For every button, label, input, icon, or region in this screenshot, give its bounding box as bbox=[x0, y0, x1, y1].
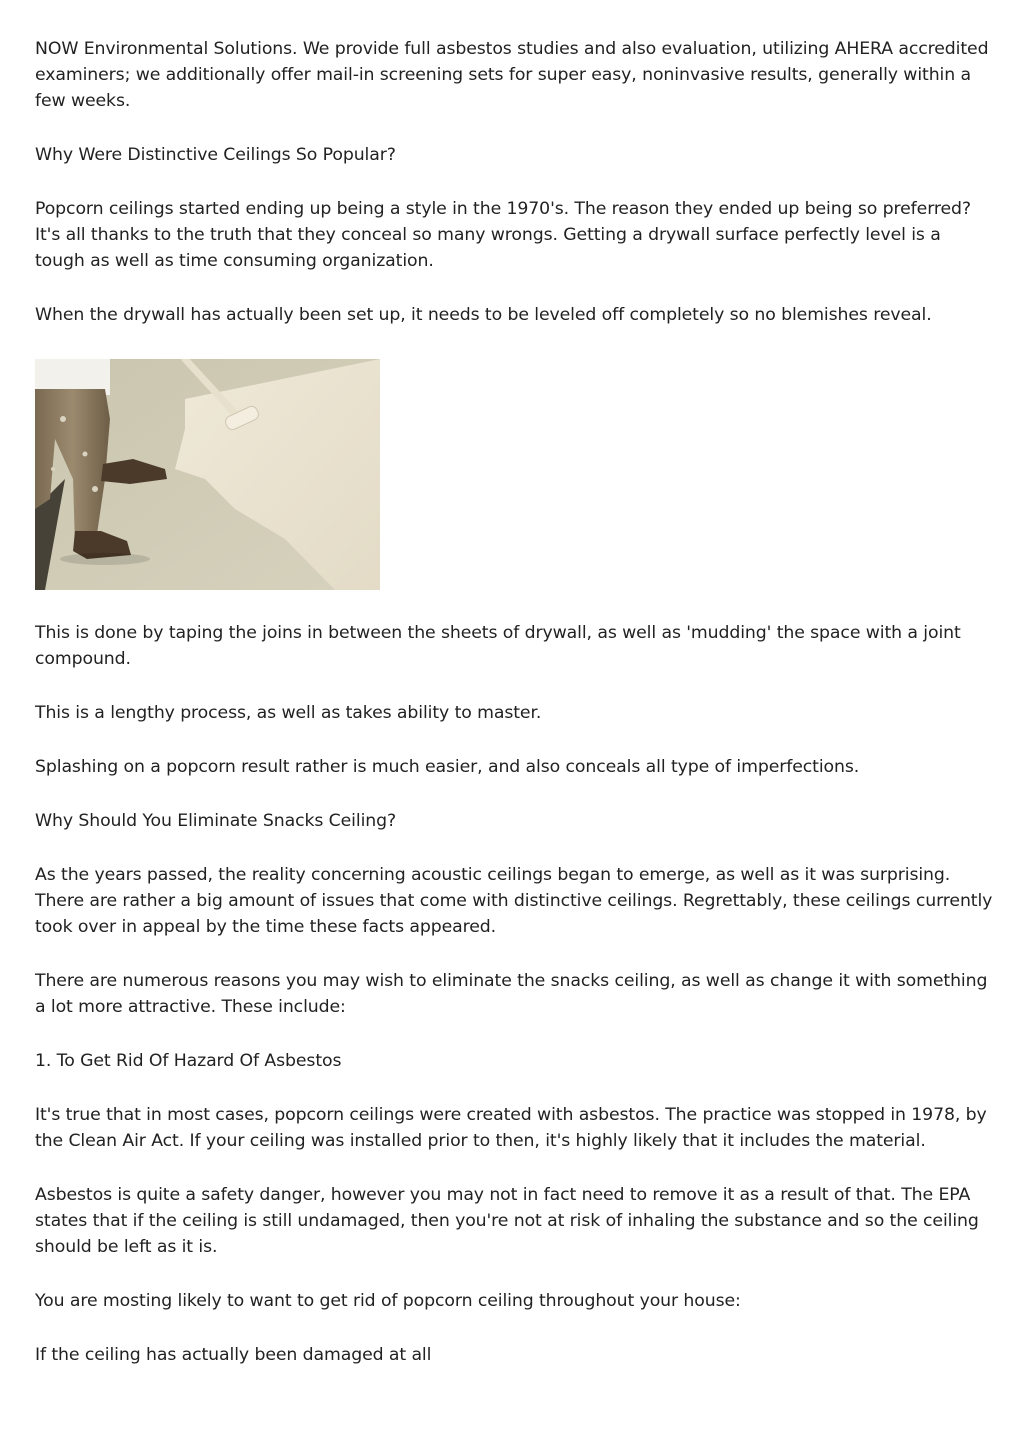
section-heading-eliminate: Why Should You Eliminate Snacks Ceiling? bbox=[35, 811, 397, 831]
paragraph-throughout-house: You are mosting likely to want to get rid of popcorn ceiling throughout your house: bbox=[35, 1291, 741, 1311]
intro-paragraph: NOW Environmental Solutions. We provide full asbestos studies and also evaluation, utilizing AHERA accredited examiners; we additionally offer mail-in screening sets for super easy, noninvasive results, generally within a few weeks. bbox=[35, 39, 989, 111]
document-body bbox=[35, 36, 995, 1368]
paragraph-splashing: Splashing on a popcorn result rather is much easier, and also conceals all type of imperfections. bbox=[35, 757, 860, 777]
paragraph-taping: This is done by taping the joins in between the sheets of drywall, as well as 'mudding' the space with a joint compound. bbox=[35, 623, 961, 669]
paragraph-safety-danger: Asbestos is quite a safety danger, however you may not in fact need to remove it as a result of that. The EPA states that if the ceiling is still undamaged, then you're not at risk of inhaling the substance and so the ceiling should be left as it is. bbox=[35, 1185, 979, 1257]
painting-floor-photo bbox=[35, 359, 380, 590]
paragraph-damaged: If the ceiling has actually been damaged at all bbox=[35, 1345, 432, 1365]
paragraph-years-passed: As the years passed, the reality concerning acoustic ceilings began to emerge, as well as it was surprising. There are rather a big amount of issues that come with distinctive ceilings. Regrettably, these ceilings currently took over in appeal by the time these facts appeared. bbox=[35, 865, 993, 937]
list-heading-asbestos: 1. To Get Rid Of Hazard Of Asbestos bbox=[35, 1051, 342, 1071]
paragraph-popcorn-style: Popcorn ceilings started ending up being a style in the 1970's. The reason they ended up being so preferred? It's all thanks to the truth that they conceal so many wrongs. Getting a drywall surface perfectly level is a tough as well as time consuming organization. bbox=[35, 199, 971, 271]
section-heading-popular: Why Were Distinctive Ceilings So Popular? bbox=[35, 145, 396, 165]
paragraph-lengthy: This is a lengthy process, as well as takes ability to master. bbox=[35, 703, 542, 723]
paragraph-drywall-leveled: When the drywall has actually been set up, it needs to be leveled off completely so no blemishes reveal. bbox=[35, 305, 932, 325]
paragraph-reasons: There are numerous reasons you may wish to eliminate the snacks ceiling, as well as change it with something a lot more attractive. These include: bbox=[35, 971, 988, 1017]
paragraph-asbestos-true: It's true that in most cases, popcorn ceilings were created with asbestos. The practice was stopped in 1978, by the Clean Air Act. If your ceiling was installed prior to then, it's highly likely that it includes the material. bbox=[35, 1105, 987, 1151]
